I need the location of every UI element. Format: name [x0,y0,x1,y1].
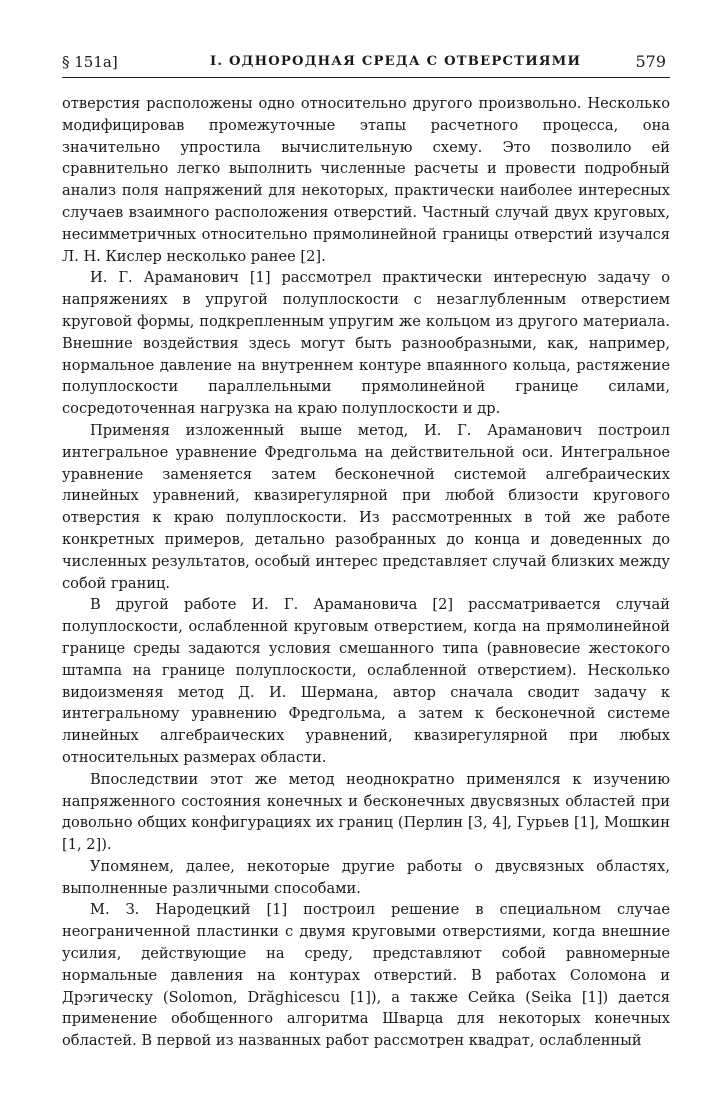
page-body [62,93,670,1052]
paragraph: И. Г. Араманович [1] рассмотрел практически интересную задачу о напряжениях в упругой полуплоскости с незаглубленным отверстием круговой формы, подкрепленным упругим же кольцом из другого материала. Внешние воздействия здесь могут быть разнообразными, как, например, нормальное давление на внутреннем контуре впаянного кольца, растяжение полуплоскости параллельными прямолинейной границе силами, сосредоточенная нагрузка на краю полуплоскости и др. [62,269,670,418]
book-page [62,50,670,1052]
paragraph: В другой работе И. Г. Арамановича [2] рассматривается случай полуплоскости, ослабленной круговым отверстием, когда на прямолинейной границе среды задаются условия смешанного типа (равновесие жестокого штампа на границе полуплоскости, ослабленной отверстием). Несколько видоизменяя метод Д. И. Шермана, автор сначала сводит задачу к интегральному уравнению Фредгольма, а затем к бесконечной системе линейных алгебраических уравнений, квазирегулярной при любых относительных размерах области. [62,596,670,766]
paragraph: отверстия расположены одно относительно другого произвольно. Несколько модифицировав промежуточные этапы расчетного процесса, она значительно упростила вычислительную схему. Это позволило ей сравнительно легко выполнить численные расчеты и провести подробный анализ поля напряжений для некоторых, практически наиболее интересных случаев взаимного расположения отверстий. Частный случай двух круговых, несимметричных относительно прямолинейной границы отверстий изучался Л. Н. Кислер несколько ранее [2]. [62,95,670,265]
paragraph: Упомянем, далее, некоторые другие работы о двусвязных областях, выполненные различными способами. [62,857,670,897]
paragraph: Впоследствии этот же метод неоднократно применялся к изучению напряженного состояния конечных и бесконечных двусвязных областей при довольно общих конфигурациях их границ (Перлин [3, 4], Гурьев [1], Мошкин [1, 2]). [62,770,670,854]
running-header [62,50,670,74]
header-rule [62,77,670,78]
page-number: 579 [635,52,666,71]
section-reference: § 151а] [62,53,118,71]
paragraph: Применяя изложенный выше метод, И. Г. Араманович построил интегральное уравнение Фредгольма на действительной оси. Интегральное уравнение заменяется затем бесконечной системой алгебраических линейных уравнений, квазирегулярной при любой близости кругового отверстия к краю полуплоскости. Из рассмотренных в той же работе конкретных примеров, детально разобранных до конца и доведенных до численных результатов, особый интерес представляет случай близких между собой границ. [62,421,670,592]
chapter-title: I. ОДНОРОДНАЯ СРЕДА С ОТВЕРСТИЯМИ [210,54,582,69]
paragraph: М. З. Народецкий [1] построил решение в специальном случае неограниченной пластинки с двумя круговыми отверстиями, когда внешние усилия, действующие на среду, представляют собой равномерные нормальные давления на контурах отверстий. В работах Соломона и Дрэгическу (Solomon, Drăghicescu [1]), а также Сейка (Seika [1]) дается применение обобщенного алгоритма Шварца для некоторых конечных областей. В первой из названных работ рассмотрен квадрат, ослабленный [62,901,670,1050]
